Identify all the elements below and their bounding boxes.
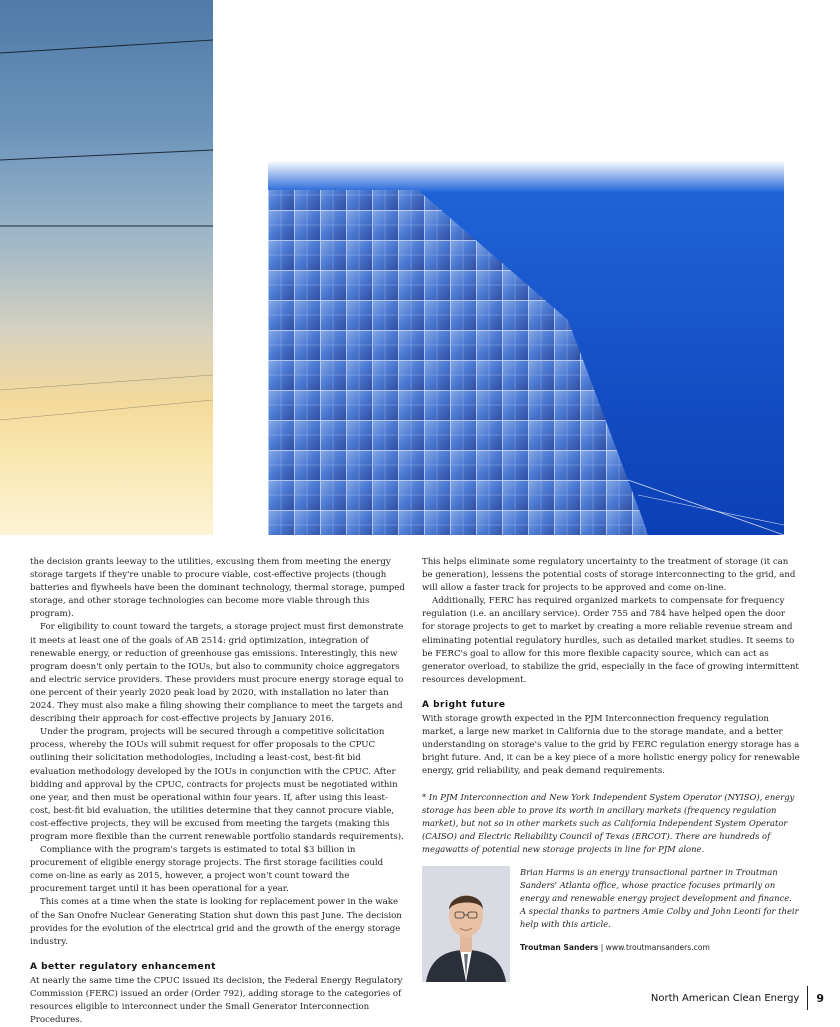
footnote: * In PJM Interconnection and New York Independent System Operator (NYISO), energy storage has been able to prove its worth in ancillary markets (frequency regulation market), but not so in other markets such as California Independent System Operator (CAISO) and Electric Reliability Council of Texas (ERCOT). There are hundreds of megawatts of potential new storage projects in line for PJM alone. [422,791,795,854]
right-column [422,556,800,1027]
page-footer [651,986,824,1010]
solar-panel-graphic [268,0,784,535]
left-column [30,556,408,1027]
solar-panel-array-photo [268,0,784,535]
power-lines-graphic [0,0,213,535]
body-paragraph: For eligibility to count toward the targets, a storage project must first demonstrate it meets at least one of the goals of AB 2514: grid optimization, integration of renewable energy, or reduction of greenhouse gas emissions. Interestingly, this new program doesn't only pertain to the IOUs, but also to community choice aggregators and electric service providers. These providers must procure energy storage equal to one percent of their yearly 2020 peak load by 2020, with installation no later than 2024. They must also make a filing showing their compliance to meet the targets and describing their approach for cost-effective projects by January 2016. [30,622,404,725]
article-columns [30,556,800,1027]
footer-divider [807,986,808,1010]
page-number: 9 [816,991,824,1005]
firm-separator: | [598,942,606,952]
body-paragraph: This comes at a time when the state is looking for replacement power in the wake of the San Onofre Nuclear Generating Station shut down this past June. The decision provides for the evolution of the electrical grid and the growth of the energy storage industry. [30,897,402,947]
body-paragraph: With storage growth expected in the PJM Interconnection frequency regulation market, a large new market in California due to the storage mandate, and a better understanding on storage's value to the grid by FERC regulation energy storage has a bright future. And, it can be a key piece of a more holistic energy policy for renewable energy, grid reliability, and peak demand requirements. [422,714,800,777]
section-heading-regulatory: A better regulatory enhancement [30,961,216,972]
bio-text: Brian Harms is an energy transactional partner in Troutman Sanders' Atlanta office, whose practice focuses primarily on energy and renewable energy project development and finance. A special thanks to partners Amie Colby and John Leonti for their help with this article. [520,866,799,929]
section-heading-future: A bright future [422,699,506,710]
body-paragraph: Compliance with the program's targets is estimated to total $3 billion in procurement of eligible energy storage projects. The first storage facilities could come on-line as early as 2015, however, a project won't count toward the procurement target until it has been operational for a year. [30,845,384,895]
firm-name: Troutman Sanders [520,942,599,952]
publication-name: North American Clean Energy [650,992,800,1004]
author-headshot-photo [422,866,510,982]
body-paragraph: Additionally, FERC has required organized markets to compensate for frequency regulation (i.e. an ancillary service). Order 755 and 784 have helped open the door for storage projects to get to market by creating a more reliable revenue stream and eliminating potential regulatory hurdles, such as detailed market studies. It seems to be FERC's goal to allow for this more flexible capacity source, which can act as generator overload, to stabilize the grid, especially in the face of growing intermittent resources development. [422,596,799,685]
author-bio [422,866,800,982]
firm-line [520,941,800,954]
firm-url-link[interactable]: www.troutmansanders.com [605,942,710,952]
body-paragraph: This helps eliminate some regulatory uncertainty to the treatment of storage (it can be generation), lessens the potential costs of storage interconnecting to the grid, and will allow a faster track for projects to be approved and come on-line. [422,557,796,594]
bio-body [520,866,800,982]
sunset-power-lines-photo [0,0,213,535]
body-paragraph: Under the program, projects will be secured through a competitive solicitation process, whereby the IOUs will submit request for offer proposals to the CPUC outlining their solicitation methodologies, including a least-cost, best-fit bid evaluation methodology developed by the IOUs in conjunction with the CPUC. After bidding and approval by the CPUC, contracts for projects must be negotiated within one year, and then must be operational within four years. If, after using this least-cost, best-fit bid evaluation, the utilities determine that they cannot procure viable, cost-effective projects, they will be excused from meeting the targets (making this program more flexible than the current renewable portfolio standards requirements). [30,727,404,842]
body-paragraph: the decision grants leeway to the utilities, excusing them from meeting the energy storage targets if they're unable to procure viable, cost-effective projects (though batteries and flywheels have been the dominant technology, thermal storage, pumped storage, and other storage technologies can become more viable through this program). [30,557,405,620]
body-paragraph: At nearly the same time the CPUC issued its decision, the Federal Energy Regulatory Commission (FERC) issued an order (Order 792), adding storage to the categories of resources eligible to interconnect under the Small Generator Interconnection Procedures. [30,975,403,1026]
